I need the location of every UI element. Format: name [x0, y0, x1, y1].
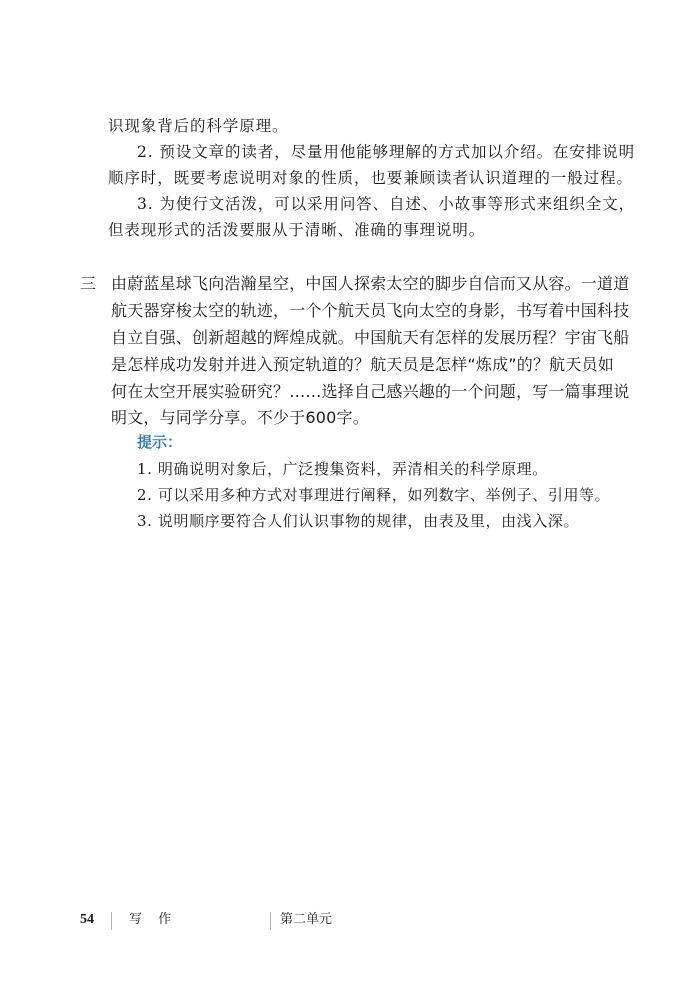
- question-number: 三: [80, 274, 97, 293]
- question-line: 自立自强、创新超越的辉煌成就。中国航天有怎样的发展历程？宇宙飞船: [111, 328, 630, 347]
- guideline-3-line-1: 3. 为使行文活泼，可以采用问答、自述、小故事等形式来组织全文，: [137, 195, 636, 213]
- tip-item: 2. 可以采用多种方式对事理进行阐释，如列数字、举例子、引用等。: [137, 486, 611, 504]
- question-line: 航天器穿梭太空的轨迹，一个个航天员飞向太空的身影，书写着中国科技: [111, 301, 630, 320]
- question-line: 由蔚蓝星球飞向浩瀚星空，中国人探索太空的脚步自信而又从容。一道道: [111, 274, 630, 293]
- question-line: 是怎样成功发射并进入预定轨道的？航天员是怎样“炼成”的？航天员如: [111, 355, 614, 374]
- tips-heading: 提示：: [137, 433, 183, 451]
- tip-item: 3. 说明顺序要符合人们认识事物的规律，由表及里，由浅入深。: [137, 512, 580, 530]
- question-line: 明文，与同学分享。不少于600字。: [111, 408, 369, 427]
- guideline-3-line-2: 但表现形式的活泼要服从于清晰、准确的事理说明。: [108, 221, 486, 239]
- text-line: 识现象背后的科学原理。: [108, 117, 289, 135]
- guideline-2-line-1: 2. 预设文章的读者，尽量用他能够理解的方式加以介绍。在安排说明: [137, 143, 636, 161]
- footer-section-label: 写 作: [129, 912, 178, 927]
- tip-item: 1. 明确说明对象后，广泛搜集资料，弄清相关的科学原理。: [137, 460, 548, 478]
- guideline-2-line-2: 顺序时，既要考虑说明对象的性质，也要兼顾读者认识道理的一般过程。: [108, 169, 633, 187]
- footer-divider: [111, 912, 112, 930]
- page-number: 54: [80, 912, 94, 927]
- footer-unit-label: 第二单元: [280, 912, 333, 927]
- question-line: 何在太空开展实验研究？……选择自己感兴趣的一个问题，写一篇事理说: [111, 382, 630, 401]
- footer-divider: [270, 912, 271, 930]
